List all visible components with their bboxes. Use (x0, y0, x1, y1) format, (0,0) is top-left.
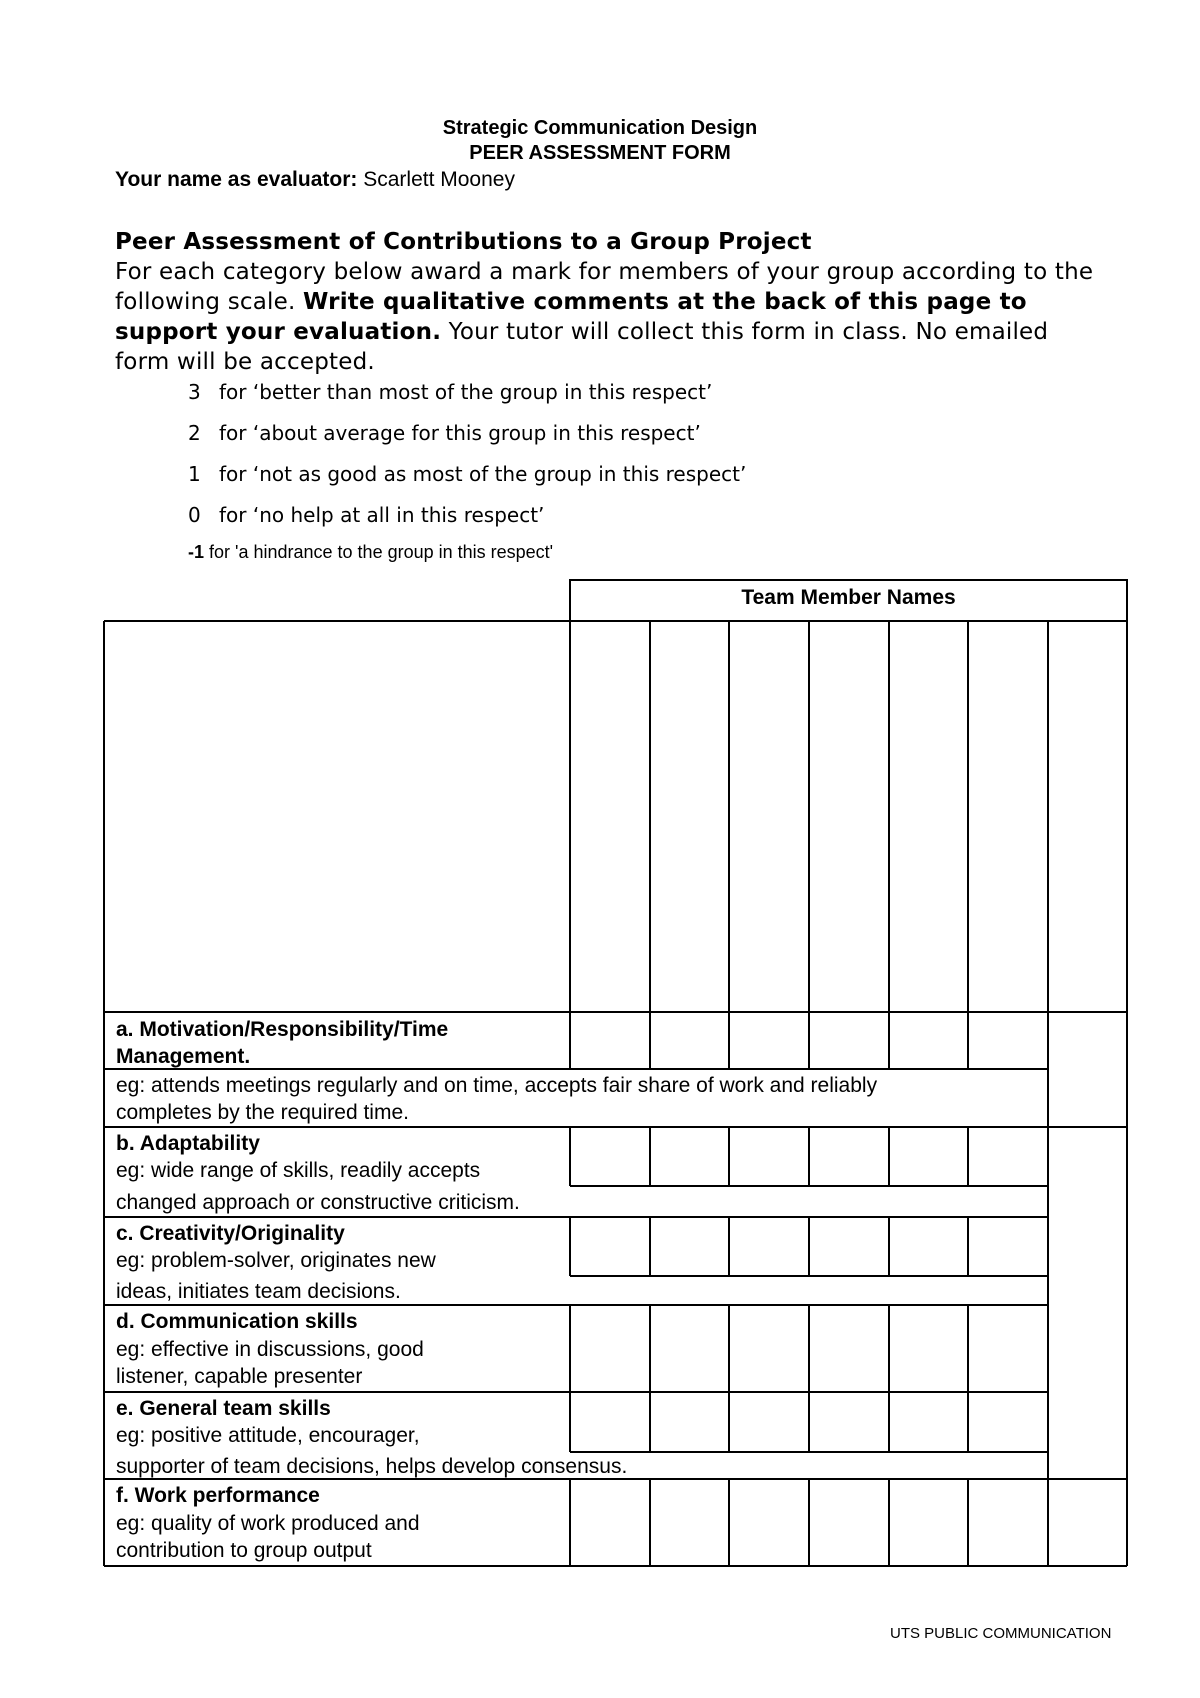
criterion-e-title: e. General team skills (116, 1397, 331, 1420)
criterion-a-title-2: Management. (116, 1045, 251, 1068)
scale-text: for ‘not as good as most of the group in this respect’ (219, 462, 747, 486)
criterion-b-desc-1: eg: wide range of skills, readily accepts (116, 1159, 481, 1182)
form-title: PEER ASSESSMENT FORM (469, 142, 731, 164)
criterion-f-title: f. Work performance (116, 1484, 320, 1507)
scale-text: for ‘about average for this group in this respect’ (219, 421, 701, 445)
intro-line-2-bold: Write qualitative comments at the back of this page to (303, 289, 1027, 315)
footer-text: UTS PUBLIC COMMUNICATION (890, 1625, 1112, 1642)
criterion-c-desc-2: ideas, initiates team decisions. (116, 1280, 401, 1303)
criterion-c-title: c. Creativity/Originality (116, 1222, 345, 1245)
scale-text: for ‘no help at all in this respect’ (219, 503, 545, 527)
criterion-a-desc-1: eg: attends meetings regularly and on time, accepts fair share of work and reliably (116, 1074, 878, 1097)
criterion-f-desc-1: eg: quality of work produced and (116, 1512, 420, 1535)
scale-value: 0 (188, 503, 201, 527)
scale-text: for ‘better than most of the group in this respect’ (219, 380, 713, 404)
scale-value: 1 (188, 462, 201, 486)
criterion-b-desc-2: changed approach or constructive criticism. (116, 1191, 520, 1214)
evaluator-name: Scarlett Mooney (363, 168, 515, 191)
criterion-d-title: d. Communication skills (116, 1310, 358, 1333)
scale-value: 2 (188, 421, 201, 445)
team-member-names-header: Team Member Names (741, 586, 956, 609)
intro-line-2-plain: following scale. (115, 289, 303, 315)
intro-line-3-bold: support your evaluation. (115, 319, 442, 345)
scale-value: 3 (188, 380, 201, 404)
criterion-f-desc-2: contribution to group output (116, 1539, 372, 1562)
intro-line-4: form will be accepted. (115, 349, 375, 375)
criterion-b-title: b. Adaptability (116, 1132, 260, 1155)
intro-heading: Peer Assessment of Contributions to a Group Project (115, 229, 812, 255)
criterion-e-desc-2: supporter of team decisions, helps develop consensus. (116, 1455, 628, 1478)
criterion-d-desc-1: eg: effective in discussions, good (116, 1338, 424, 1361)
criterion-d-desc-2: listener, capable presenter (116, 1365, 363, 1388)
course-title: Strategic Communication Design (442, 117, 758, 139)
intro-line-3-plain: Your tutor will collect this form in class. No emailed (441, 319, 1049, 345)
criterion-c-desc-1: eg: problem-solver, originates new (116, 1249, 436, 1272)
criterion-e-desc-1: eg: positive attitude, encourager, (116, 1424, 420, 1447)
criterion-a-desc-2: completes by the required time. (116, 1101, 409, 1124)
evaluator-label: Your name as evaluator: (115, 168, 358, 191)
scale-text: for 'a hindrance to the group in this respect' (209, 542, 554, 562)
intro-line-1: For each category below award a mark for members of your group according to the (115, 259, 1094, 285)
scale-value: -1 (188, 542, 205, 562)
criterion-a-title: a. Motivation/Responsibility/Time (116, 1018, 449, 1041)
